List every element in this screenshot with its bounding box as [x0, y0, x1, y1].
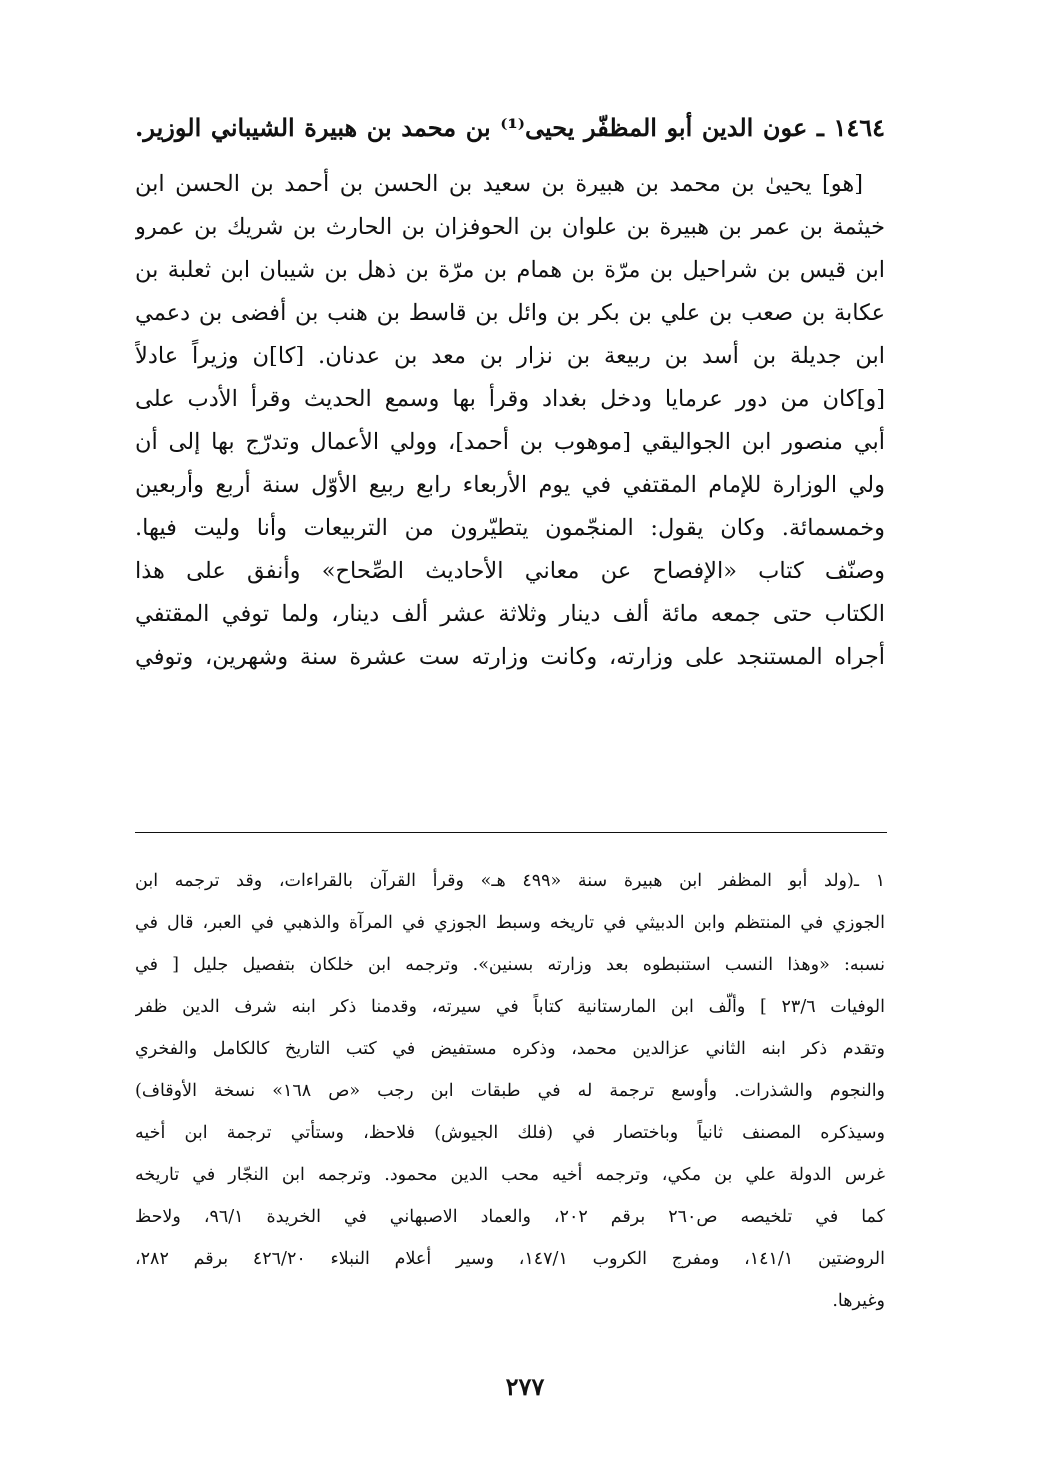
footnote-line: كما في تلخيصه ص٢٦٠ برقم ٢٠٢، والعماد الاصبهاني في الخريدة ٩٦/١، ولاحظ	[135, 1207, 885, 1227]
body-line: خيثمة بن عمر بن هبيرة بن علوان بن الحوفزان بن الحارث بن شريك بن عمرو	[135, 214, 885, 240]
body-line: أجراه المستنجد على وزارته، وكانت وزارته ست عشرة سنة وشهرين، وتوفي	[135, 644, 885, 670]
footnote-divider	[135, 832, 887, 833]
body-line: وخمسمائة. وكان يقول: المنجّمون يتطيّرون من التربيعات وأنا وليت فيها.	[135, 515, 885, 541]
page-number: ٢٧٧	[505, 1372, 545, 1401]
body-line: عكابة بن صعب بن علي بن بكر بن وائل بن قاسط بن هنب بن أفضى بن دعمي	[135, 300, 885, 326]
footnote-line: الجوزي في المنتظم وابن الدبيثي في تاريخه وسبط الجوزي في المرآة والذهبي في العبر، قال في	[135, 913, 885, 933]
body-line: وصنّف كتاب «الإفصاح عن معاني الأحاديث الصِّحاح» وأنفق على هذا	[135, 558, 885, 584]
entry-title: ١٤٦٤ ـ عون الدين أبو المظفّر يحيى⁽¹⁾ بن محمد بن هبيرة الشيباني الوزير.	[135, 113, 885, 142]
footnote-line: نسبه: «وهذا النسب استنبطوه بعد وزارته بسنين». وترجمه ابن خلكان بتفصيل جليل [ في	[135, 955, 885, 975]
footnote-line: ١ ـ(ولد أبو المظفر ابن هبيرة سنة «٤٩٩ هـ» وقرأ القرآن بالقراءات، وقد ترجمه ابن	[135, 871, 885, 891]
footnote-line: وسيذكره المصنف ثانياً وباختصار في (فلك الجيوش) فلاحظ، وستأتي ترجمة ابن أخيه	[135, 1123, 885, 1143]
body-line: ولي الوزارة للإمام المقتفي في يوم الأربعاء رابع ربيع الأوّل سنة أربع وأربعين	[135, 472, 885, 498]
footnote-line: وتقدم ذكر ابنه الثاني عزالدين محمد، وذكره مستفيض في كتب التاريخ كالكامل والفخري	[135, 1039, 885, 1059]
body-line: [و]كان من دور عرمايا ودخل بغداد وقرأ بها وسمع الحديث وقرأ الأدب على	[135, 386, 885, 412]
footnote-line: وغيرها.	[832, 1291, 885, 1311]
body-line: ابن قيس بن شراحيل بن مرّة بن همام بن مرّة بن ذهل بن شيبان ابن ثعلبة بن	[135, 257, 885, 283]
footnote-line: والنجوم والشذرات. وأوسع ترجمة له في طبقات ابن رجب «ص ١٦٨» نسخة الأوقاف)	[135, 1081, 885, 1101]
body-line: أبي منصور ابن الجواليقي [موهوب بن أحمد]، وولي الأعمال وتدرّج بها إلى أن	[135, 429, 885, 455]
body-line: [هو] يحيىٰ بن محمد بن هبيرة بن سعيد بن الحسن بن أحمد بن الحسن ابن	[135, 171, 863, 197]
footnote-line: الروضتين ١٤١/١، ومفرج الكروب ١٤٧/١، وسير أعلام النبلاء ٤٢٦/٢٠ برقم ٢٨٢،	[135, 1249, 885, 1269]
body-line: الكتاب حتى جمعه مائة ألف دينار وثلاثة عشر ألف دينار، ولما توفي المقتفي	[135, 601, 885, 627]
footnote-line: الوفيات ٢٣/٦ ] وألّف ابن المارستانية كتاباً في سيرته، وقدمنا ذكر ابنه شرف الدين ظفر	[135, 997, 885, 1017]
footnote-line: غرس الدولة علي بن مكي، وترجمه أخيه محب الدين محمود. وترجمه ابن النجّار في تاريخه	[135, 1165, 885, 1185]
body-line: ابن جديلة بن أسد بن ربيعة بن نزار بن معد بن عدنان. [كا]ن وزيراً عادلاً	[135, 343, 885, 369]
